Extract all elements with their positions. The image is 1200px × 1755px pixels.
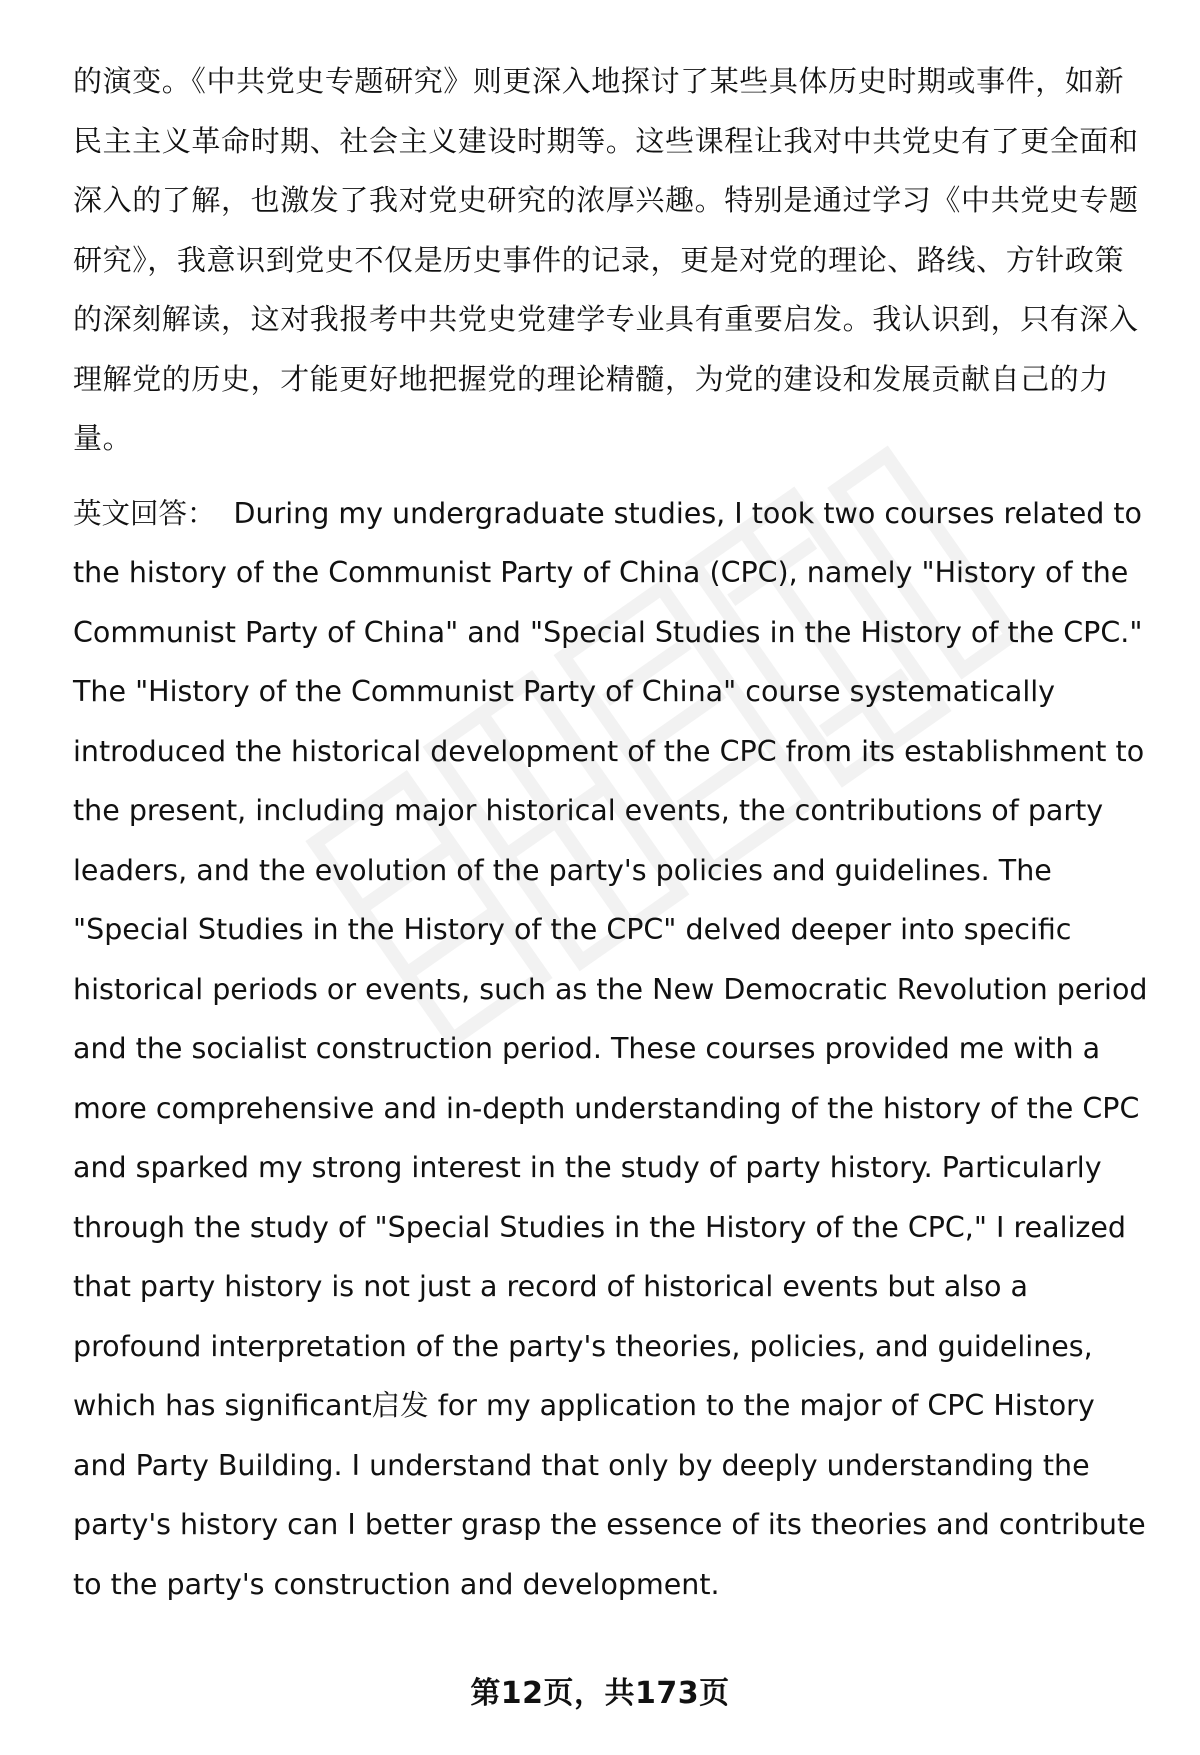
english-answer-first-line	[73, 484, 1153, 544]
chinese-answer-line: 理解党的历史，才能更好地把握党的理论精髓，为党的建设和发展贡献自己的力	[73, 361, 1110, 396]
english-answer-line: historical periods or events, such as the New Democratic Revolution period	[73, 972, 1148, 1006]
chinese-answer-line: 民主主义革命时期、社会主义建设时期等。这些课程让我对中共党史有了更全面和	[73, 123, 1139, 158]
english-answer-line: more comprehensive and in-depth understanding of the history of the CPC	[73, 1091, 1140, 1125]
english-answer-line: to the party's construction and development.	[73, 1567, 720, 1601]
english-answer-line: through the study of "Special Studies in the History of the CPC," I realized	[73, 1210, 1127, 1244]
english-answer-label: 英文回答：	[73, 496, 216, 530]
chinese-answer-line: 量。	[73, 421, 133, 455]
english-answer-line: "Special Studies in the History of the CPC" delved deeper into specific	[73, 913, 1072, 946]
chinese-answer-line: 深入的了解，也激发了我对党史研究的浓厚兴趣。特别是通过学习《中共党史专题	[73, 183, 1139, 217]
english-answer-line: the history of the Communist Party of China (CPC), namely "History of the	[73, 556, 1129, 589]
chinese-answer-paragraph	[73, 52, 1153, 469]
english-answer-line: profound interpretation of the party's theories, policies, and guidelines,	[73, 1329, 1093, 1363]
english-answer-line: that party history is not just a record of historical events but also a	[73, 1270, 1029, 1303]
english-answer-line: which has significant启发 for my application to the major of CPC History	[73, 1389, 1095, 1422]
english-answer-paragraph	[73, 484, 1153, 1615]
chinese-answer-line: 研究》，我意识到党史不仅是历史事件的记录，更是对党的理论、路线、方针政策	[73, 242, 1125, 277]
english-answer-line: and sparked my strong interest in the study of party history. Particularly	[73, 1151, 1102, 1184]
english-answer-line: and the socialist construction period. These courses provided me with a	[73, 1032, 1101, 1065]
english-answer-line: party's history can I better grasp the essence of its theories and contribute	[73, 1508, 1146, 1541]
english-answer-line: Communist Party of China" and "Special Studies in the History of the CPC."	[73, 615, 1143, 649]
page-number: 第12页，共173页	[470, 1676, 730, 1711]
chinese-answer-line: 的深刻解读，这对我报考中共党史党建学专业具有重要启发。我认识到，只有深入	[73, 302, 1139, 336]
content-area	[73, 52, 1153, 1614]
english-answer-line: the present, including major historical events, the contributions of party	[73, 794, 1104, 827]
english-answer-line: leaders, and the evolution of the party's policies and guidelines. The	[73, 853, 1052, 887]
english-answer-line: During my undergraduate studies, I took two courses related to	[233, 496, 1142, 530]
english-answer-line: The "History of the Communist Party of China" course systematically	[73, 675, 1056, 708]
english-answer-line: and Party Building. I understand that only by deeply understanding the	[73, 1448, 1090, 1482]
english-answer-line: introduced the historical development of the CPC from its establishment to	[73, 734, 1145, 768]
chinese-answer-line: 的演变。《中共党史专题研究》则更深入地探讨了某些具体历史时期或事件，如新	[73, 64, 1125, 98]
